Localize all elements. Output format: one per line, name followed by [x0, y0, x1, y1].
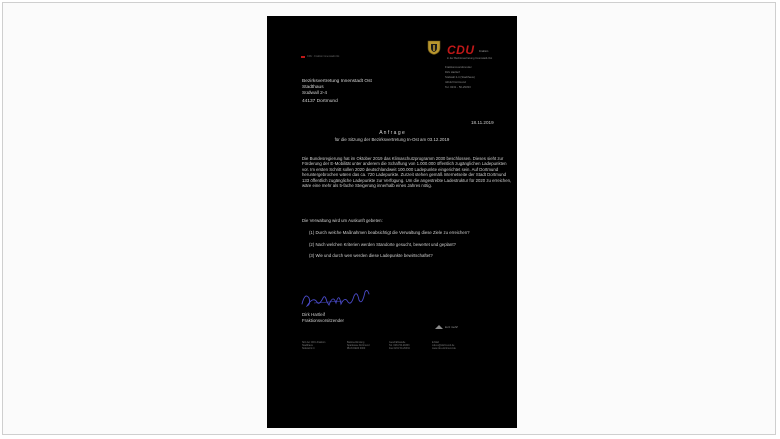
signer-name: Dirk Hartleif: [302, 312, 325, 317]
document-page[interactable]: [267, 16, 517, 428]
document-title: A n f r a g e: [379, 130, 405, 136]
crest-icon: [427, 40, 441, 55]
recipient-line: 44137 Dortmund: [302, 99, 338, 104]
sender-line: CDU · Fraktion Innenstadt-Ost: [307, 55, 340, 58]
question-item: (1) Durch welche Maßnahmen beabsichtigt die Verwaltung diese Ziele zu erreichen?: [309, 230, 470, 235]
recipient-line: Bezirksvertretung Innenstadt Ost: [302, 79, 372, 84]
footer-emblem-text: kurz mehr!: [445, 325, 459, 329]
contact-line: Dirk Hartleif: [445, 70, 460, 74]
brand-logo-subtitle: Fraktion: [479, 50, 489, 53]
document-subtitle: für die Sitzung der Bezirksvertretung In-Ost am 03.12.2019: [334, 137, 450, 142]
brand-logo-text: CDU: [447, 43, 475, 57]
signer-role: Fraktionsvorsitzender: [302, 318, 344, 323]
body-paragraph: Die Bundesregierung hat im Oktober 2019 das Klimaschutzprogramm 2030 beschlossen. Dieses sieht zur Förderung der E-Mobilität unter anderem die Schaffung von 1.000.000 öffentlich zugänglichen Ladepunkten vor. Im ersten Schritt sollen 2020 deutschlandweit 100.000 Ladepunkte eingerichtet sein. Auf Dortmund heruntergebrochen wären das ca. 720 Ladepunkte. Zurzeit stehen gemäß Internetseite der Stadt Dortmund 133 öffentlich zugängliche Ladepunkte zur Verfügung. Um die angestrebte Ladestruktur für 2020 zu erreichen, wäre eine mehr als 5-fache Steigerung innerhalb eines Jahres nötig.: [302, 156, 512, 189]
document-viewer-frame: [2, 2, 776, 435]
question-item: (2) Nach welchen Kriterien werden Standorte gesucht, bewertet und geplant?: [309, 242, 456, 247]
handwritten-signature: [299, 284, 374, 312]
footer-column: Bankverbindung Sparkasse Dortmund IBAN DE00 0000: [347, 341, 370, 351]
contact-line: Südwall 2-4 (Stadthaus): [445, 75, 475, 79]
recipient-line: Südwall 2-4: [302, 91, 328, 96]
sender-marker: [301, 56, 305, 58]
document-date: 18.11.2019: [471, 120, 494, 125]
question-item: (3) Wie und durch wen werden diese Ladepunkte bewirtschaftet?: [309, 253, 433, 258]
brand-tagline: in der Bezirksvertretung Innenstadt-Ost: [447, 57, 493, 60]
contact-line: Tel. 0231 - 50-29333: [445, 85, 471, 89]
request-intro: Die Verwaltung wird um Auskunft gebeten:: [302, 218, 383, 223]
footer-column: Geschäftsstelle Tel. 0231 50-29333 Fax 0231 50-29334: [389, 341, 410, 351]
recipient-line: Stadthaus: [302, 85, 324, 90]
footer-emblem-icon: [435, 324, 443, 330]
contact-line: Fraktionsvorsitzender: [445, 65, 472, 69]
footer-column: E-Mail cdu-io@dortmund.de www.cdu-dortmund.de: [432, 341, 456, 351]
contact-line: 44122 Dortmund: [445, 80, 466, 84]
footer-column: Sitz der CDU-Fraktion Stadthaus Südwall 2-4: [302, 341, 326, 351]
